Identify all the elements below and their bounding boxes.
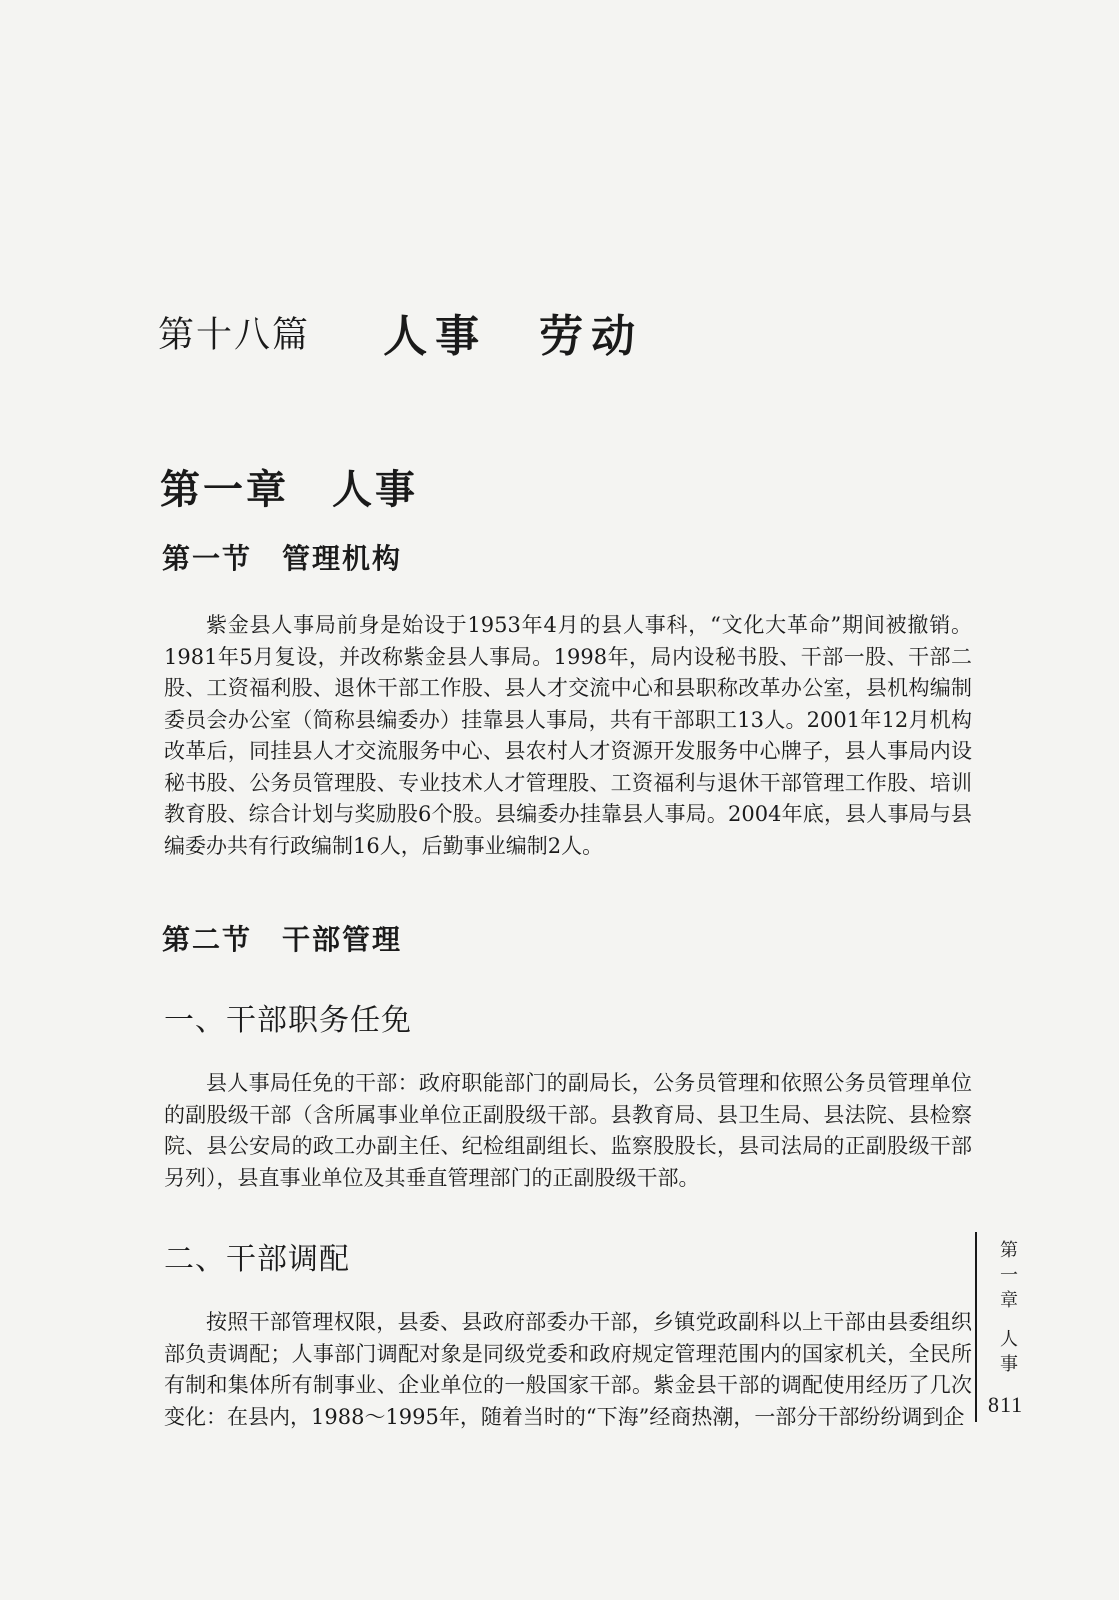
paragraph-management-bodies: 紫金县人事局前身是始设于1953年4月的县人事科，“文化大革命”期间被撤销。1981年5月复设，并改称紫金县人事局。1998年，局内设秘书股、干部一股、干部二股、工资福利股、退休干部工作股、县人才交流中心和县职称改革办公室，县机构编制委员会办公室（简称县编委办）挂靠县人事局，共有干部职工13人。2001年12月机构改革后，同挂县人才交流服务中心、县农村人才资源开发服务中心牌子，县人事局内设秘书股、公务员管理股、专业技术人才管理股、工资福利与退休干部管理工作股、培训教育股、综合计划与奖励股6个股。县编委办挂靠县人事局。2004年底，县人事局与县编委办共有行政编制16人，后勤事业编制2人。 <box>164 613 972 858</box>
running-chapter-label <box>994 1238 1024 1377</box>
subsection-title-deployment: 二、干部调配 <box>164 1242 350 1277</box>
subsection-title-appointment: 一、干部职务任免 <box>164 1003 412 1038</box>
margin-divider-line <box>975 1232 977 1422</box>
page-number: 811 <box>988 1392 1024 1417</box>
margin-gap <box>994 1313 1024 1327</box>
paragraph-appointment: 县人事局任免的干部：政府职能部门的副局长，公务员管理和依照公务员管理单位的副股级干部（含所属事业单位正副股级干部。县教育局、县卫生局、县法院、县检察院、县公安局的政工办副主任、纪检组副组长、监察股股长，县司法局的正副股级干部另列），县直事业单位及其垂直管理部门的正副股级干部。 <box>164 1071 972 1190</box>
part-label: 第十八篇 <box>158 314 311 356</box>
running-chapter-number: 第一章 <box>1000 1240 1018 1311</box>
chapter-title: 第一章 人事 <box>160 467 418 513</box>
section-title-management-bodies: 第一节 管理机构 <box>162 542 403 575</box>
part-name: 人事 劳动 <box>383 311 644 362</box>
part-title <box>158 300 643 360</box>
paragraph-deployment: 按照干部管理权限，县委、县政府部委办干部，乡镇党政副科以上干部由县委组织部负责调配；人事部门调配对象是同级党委和政府规定管理范围内的国家机关，全民所有制和集体所有制事业、企业单位的一般国家干部。紫金县干部的调配使用经历了几次变化：在县内，1988～1995年，随着当时的“下海”经商热潮，一部分干部纷纷调到企 <box>164 1310 972 1429</box>
running-chapter-name: 人事 <box>1000 1329 1018 1375</box>
section-title-cadre-management: 第二节 干部管理 <box>162 923 403 956</box>
